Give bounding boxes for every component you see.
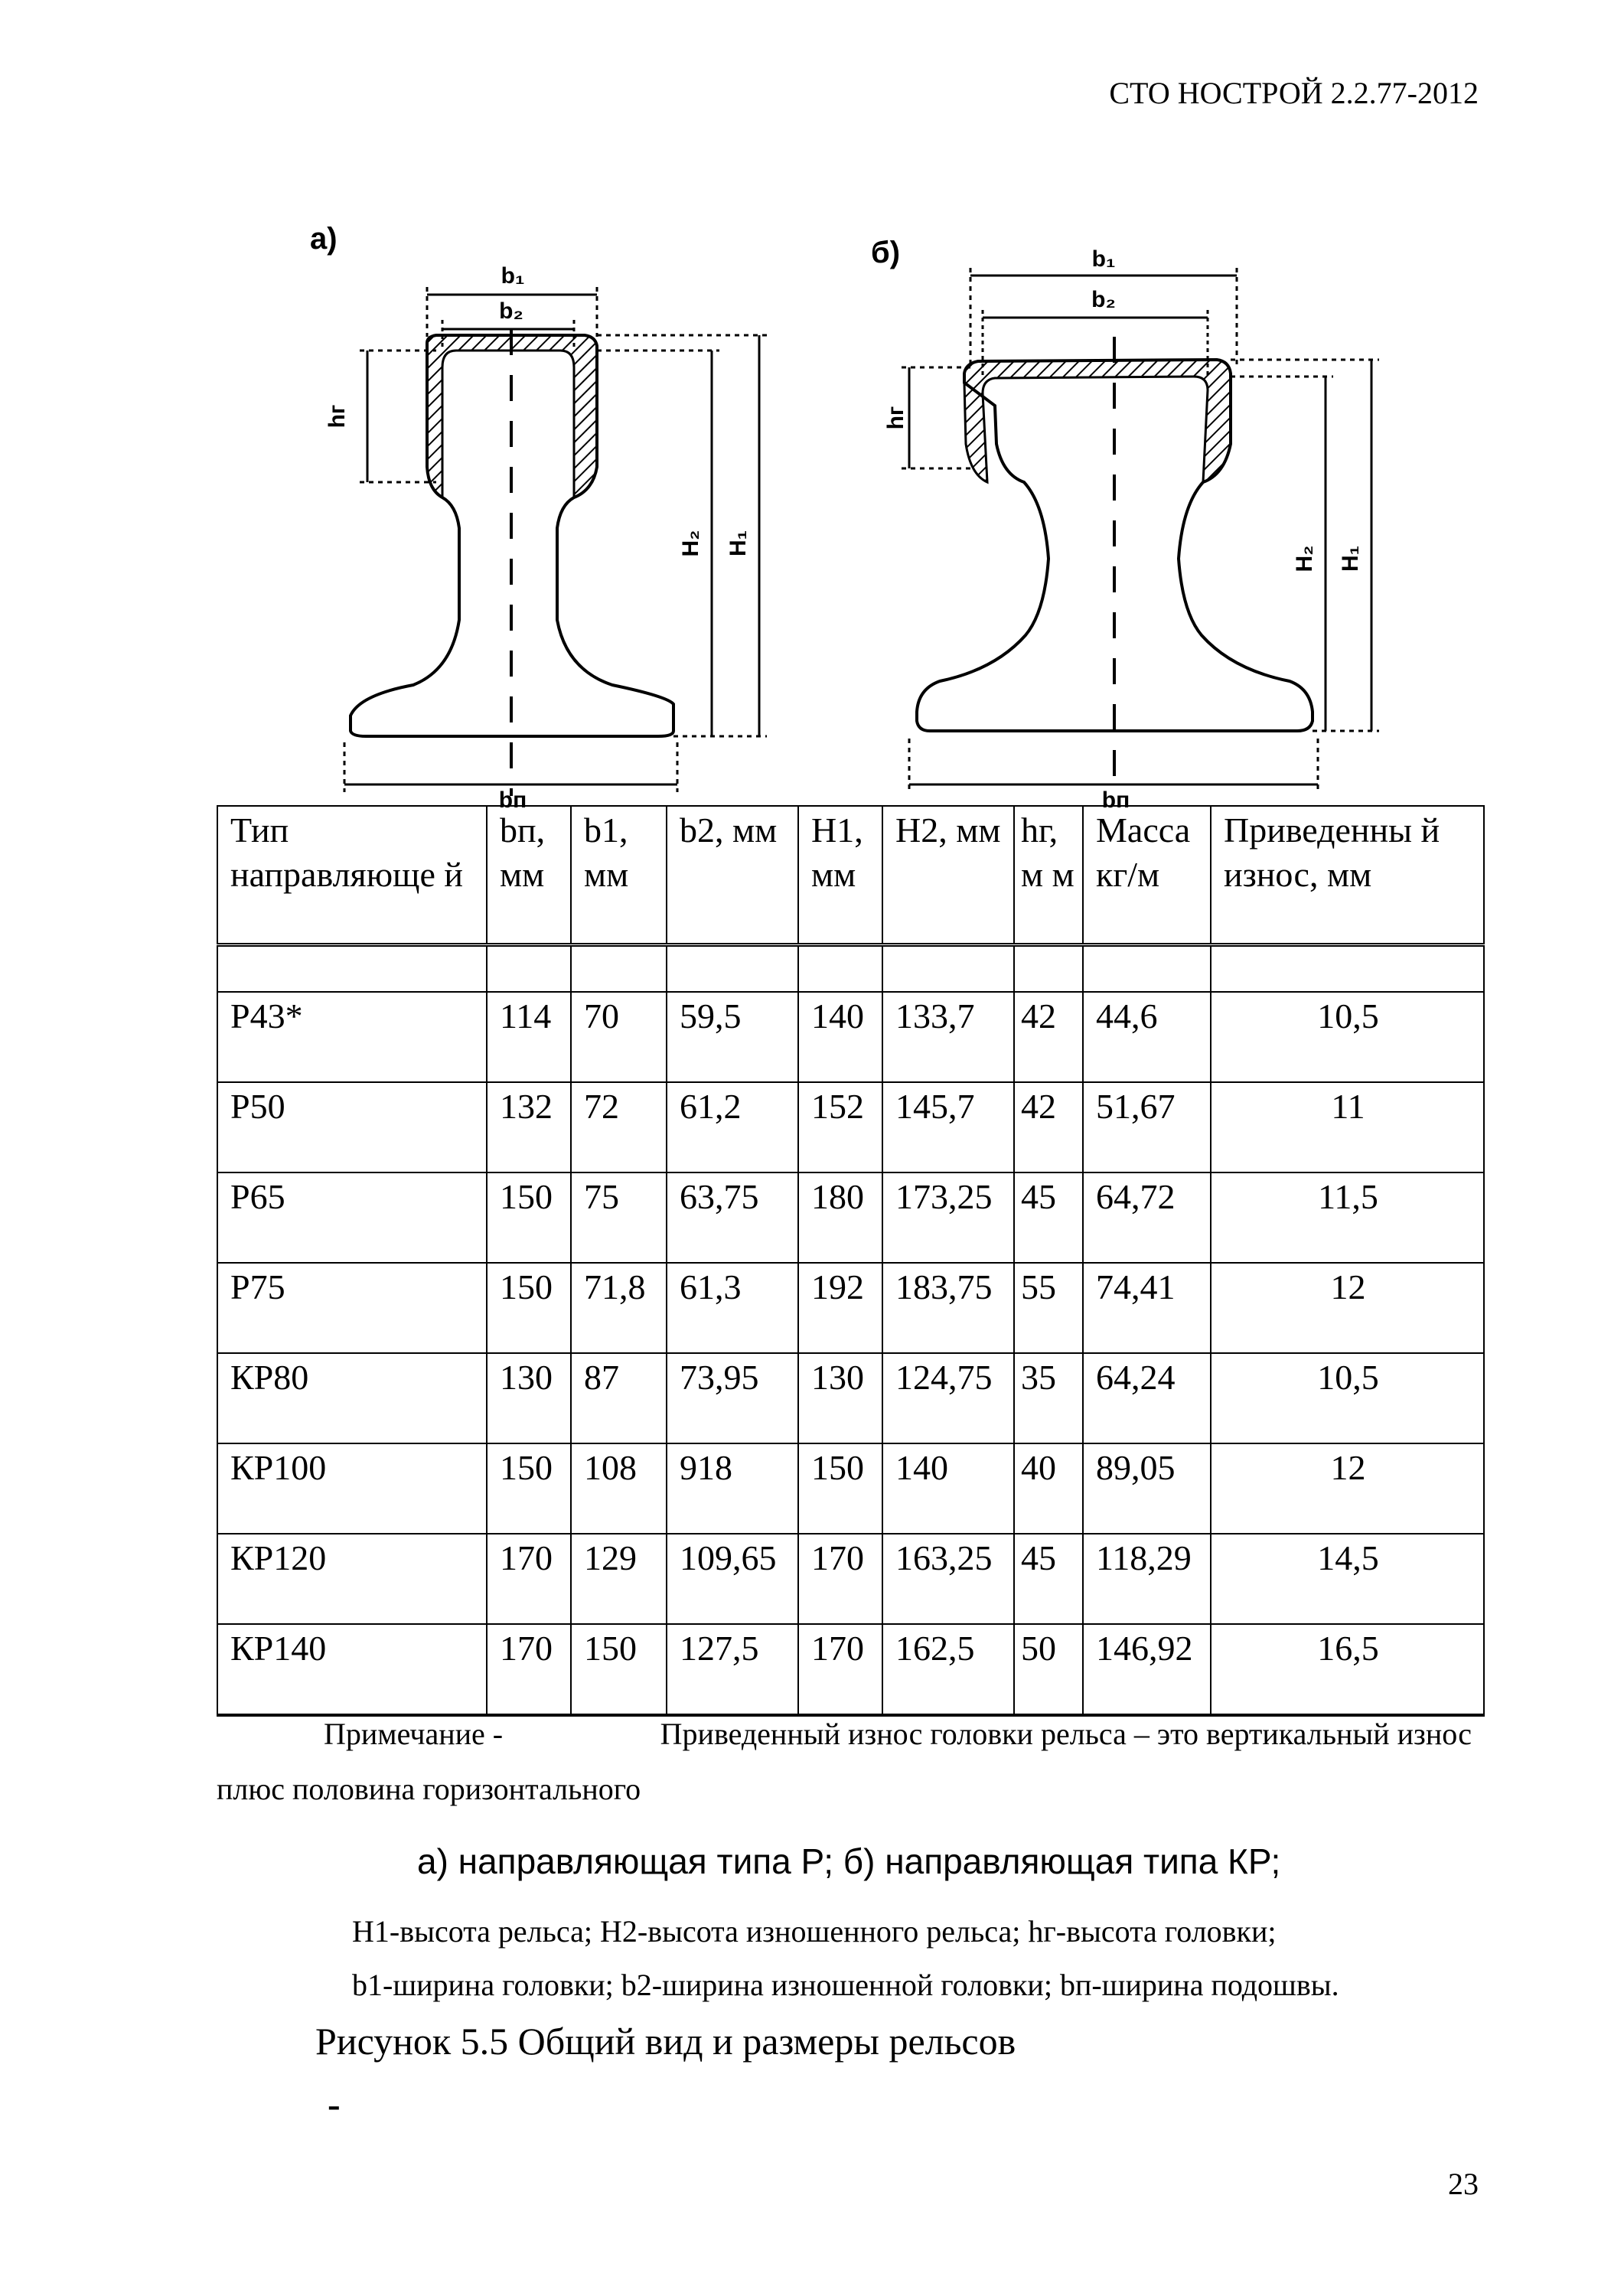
stray-dash: - — [328, 2082, 341, 2125]
dim-b1-a: b₁ — [501, 263, 525, 289]
table-row — [217, 1172, 1484, 1263]
cell-b2: 109,65 — [667, 1534, 798, 1624]
document-header: СТО НОСТРОЙ 2.2.77-2012 — [1109, 76, 1479, 110]
cell-b1: 129 — [571, 1534, 667, 1624]
cell-h1: 130 — [798, 1353, 882, 1443]
rail-diagram-type-kr — [883, 246, 1408, 813]
note-prefix: Примечание - — [324, 1717, 504, 1751]
table-row — [217, 1624, 1484, 1715]
cell-b2: 61,2 — [667, 1082, 798, 1172]
header-mass: Масса кг/м — [1083, 806, 1211, 945]
header-bn: bп, мм — [487, 806, 571, 945]
cell-type: КР120 — [217, 1534, 487, 1624]
cell-h2: 145,7 — [882, 1082, 1014, 1172]
cell-b1: 150 — [571, 1624, 667, 1715]
cell-b1: 75 — [571, 1172, 667, 1263]
cell-mass: 64,24 — [1083, 1353, 1211, 1443]
table-row — [217, 1534, 1484, 1624]
cell-h1: 170 — [798, 1624, 882, 1715]
cell-b2: 63,75 — [667, 1172, 798, 1263]
cell-type: Р75 — [217, 1263, 487, 1353]
figure-label-a: а) — [310, 222, 338, 256]
cell-mass: 118,29 — [1083, 1534, 1211, 1624]
table-row — [217, 992, 1484, 1082]
cell-b2: 61,3 — [667, 1263, 798, 1353]
rail-diagram-type-p — [321, 253, 811, 811]
cell-hg: 42 — [1014, 1082, 1083, 1172]
figure-label-b: б) — [871, 236, 901, 269]
cell-b2: 73,95 — [667, 1353, 798, 1443]
dim-h2-a: H₂ — [678, 530, 703, 557]
cell-type: КР80 — [217, 1353, 487, 1443]
cell-bn: 114 — [487, 992, 571, 1082]
cell-mass: 146,92 — [1083, 1624, 1211, 1715]
cell-b2: 59,5 — [667, 992, 798, 1082]
dim-hg-b: hг — [883, 406, 908, 430]
header-h2: H2, мм — [882, 806, 1014, 945]
figure-types-caption: а) направляющая типа Р; б) направляющая типа КР; — [417, 1841, 1281, 1881]
rail-dimensions-table — [217, 805, 1485, 1717]
cell-hg: 50 — [1014, 1624, 1083, 1715]
cell-mass: 44,6 — [1083, 992, 1211, 1082]
cell-h2: 124,75 — [882, 1353, 1014, 1443]
cell-bn: 150 — [487, 1172, 571, 1263]
cell-h1: 180 — [798, 1172, 882, 1263]
note-line1: Приведенный износ головки рельса – это вертикальный износ — [660, 1717, 1472, 1751]
cell-h1: 150 — [798, 1443, 882, 1534]
header-b1: b1, мм — [571, 806, 667, 945]
cell-wear: 11,5 — [1211, 1172, 1484, 1263]
cell-h2: 173,25 — [882, 1172, 1014, 1263]
cell-h2: 133,7 — [882, 992, 1014, 1082]
cell-mass: 74,41 — [1083, 1263, 1211, 1353]
header-h1: H1, мм — [798, 806, 882, 945]
dim-b2-b: b₂ — [1091, 287, 1116, 312]
cell-hg: 45 — [1014, 1172, 1083, 1263]
dim-bn-b: bп — [1101, 788, 1130, 813]
cell-b2: 918 — [667, 1443, 798, 1534]
cell-mass: 89,05 — [1083, 1443, 1211, 1534]
cell-hg: 40 — [1014, 1443, 1083, 1534]
dim-hg-a: hг — [324, 404, 350, 429]
table-note — [217, 1707, 1472, 1817]
figure-legend-widths: b1-ширина головки; b2-ширина изношенной головки; bп-ширина подошвы. — [352, 1968, 1339, 2002]
cell-bn: 170 — [487, 1624, 571, 1715]
header-wear: Приведенны й износ, мм — [1211, 806, 1484, 945]
cell-h2: 140 — [882, 1443, 1014, 1534]
dim-h2-b: H₂ — [1292, 545, 1317, 572]
cell-b1: 71,8 — [571, 1263, 667, 1353]
header-hg: hг, м м — [1014, 806, 1083, 945]
cell-wear: 14,5 — [1211, 1534, 1484, 1624]
dim-h1-a: H₁ — [726, 530, 751, 557]
cell-hg: 55 — [1014, 1263, 1083, 1353]
dim-h1-b: H₁ — [1338, 545, 1363, 572]
dim-b1-b: b₁ — [1091, 246, 1116, 272]
table-row — [217, 1353, 1484, 1443]
cell-wear: 16,5 — [1211, 1624, 1484, 1715]
header-b2: b2, мм — [667, 806, 798, 945]
dim-bn-a: bп — [498, 788, 527, 813]
cell-wear: 10,5 — [1211, 992, 1484, 1082]
cell-h2: 183,75 — [882, 1263, 1014, 1353]
cell-bn: 150 — [487, 1263, 571, 1353]
cell-h1: 140 — [798, 992, 882, 1082]
cell-b1: 70 — [571, 992, 667, 1082]
cell-h2: 163,25 — [882, 1534, 1014, 1624]
table-header-row — [217, 806, 1484, 945]
table-row — [217, 1443, 1484, 1534]
cell-type: КР140 — [217, 1624, 487, 1715]
cell-b1: 108 — [571, 1443, 667, 1534]
page-number: 23 — [1448, 2167, 1479, 2201]
cell-wear: 12 — [1211, 1263, 1484, 1353]
note-line2: плюс половина горизонтального — [217, 1772, 641, 1806]
cell-bn: 150 — [487, 1443, 571, 1534]
table-blank-row — [217, 945, 1484, 993]
cell-type: Р43* — [217, 992, 487, 1082]
cell-hg: 35 — [1014, 1353, 1083, 1443]
cell-b1: 87 — [571, 1353, 667, 1443]
cell-h1: 192 — [798, 1263, 882, 1353]
cell-wear: 10,5 — [1211, 1353, 1484, 1443]
table-row — [217, 1263, 1484, 1353]
cell-mass: 64,72 — [1083, 1172, 1211, 1263]
cell-bn: 132 — [487, 1082, 571, 1172]
cell-hg: 45 — [1014, 1534, 1083, 1624]
cell-type: КР100 — [217, 1443, 487, 1534]
cell-bn: 170 — [487, 1534, 571, 1624]
cell-h1: 152 — [798, 1082, 882, 1172]
cell-h2: 162,5 — [882, 1624, 1014, 1715]
dim-b2-a: b₂ — [499, 298, 523, 324]
table-row — [217, 1082, 1484, 1172]
cell-b1: 72 — [571, 1082, 667, 1172]
cell-hg: 42 — [1014, 992, 1083, 1082]
cell-h1: 170 — [798, 1534, 882, 1624]
cell-type: Р50 — [217, 1082, 487, 1172]
figure-caption: Рисунок 5.5 Общий вид и размеры рельсов — [315, 2020, 1016, 2063]
cell-wear: 11 — [1211, 1082, 1484, 1172]
cell-type: Р65 — [217, 1172, 487, 1263]
cell-mass: 51,67 — [1083, 1082, 1211, 1172]
header-type: Тип направляюще й — [217, 806, 487, 945]
cell-bn: 130 — [487, 1353, 571, 1443]
figure-legend-heights: H1-высота рельса; H2-высота изношенного рельса; hг-высота головки; — [352, 1914, 1277, 1949]
cell-wear: 12 — [1211, 1443, 1484, 1534]
cell-b2: 127,5 — [667, 1624, 798, 1715]
